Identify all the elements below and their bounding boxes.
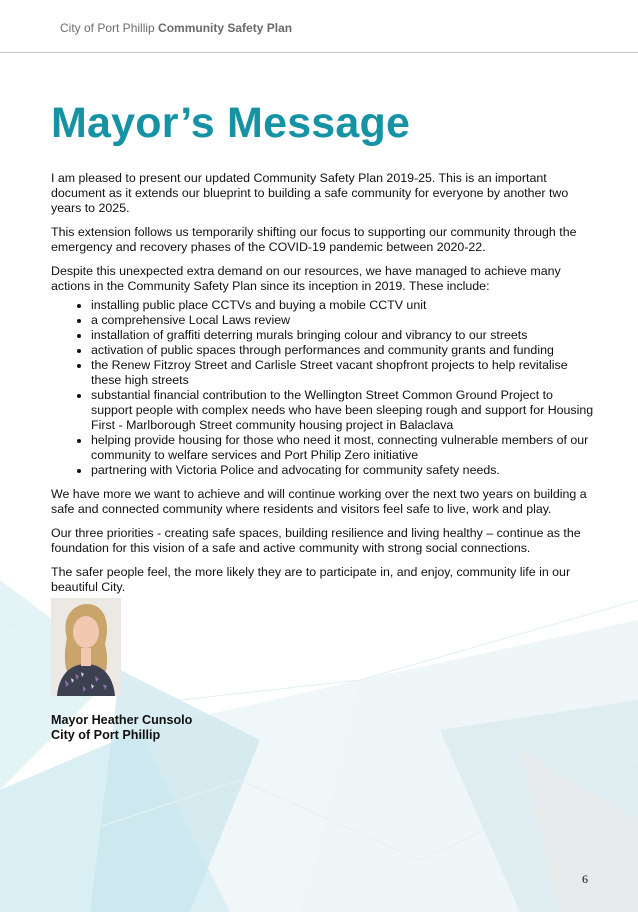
paragraph: Despite this unexpected extra demand on our resources, we have managed to achieve many actions in the Community Safety Plan since its inception in 2019. These include: xyxy=(51,264,561,293)
paragraph: We have more we want to achieve and will continue working over the next two years on building a safe and connected community where residents and visitors feel safe to live, work and play. xyxy=(51,487,587,516)
paragraph: I am pleased to present our updated Community Safety Plan 2019-25. This is an important document as it extends our blueprint to building a safe community for everyone by another two years to 2025. xyxy=(51,171,569,215)
header-title: Community Safety Plan xyxy=(158,21,293,35)
list-item: • a comprehensive Local Laws review xyxy=(91,313,596,328)
portrait-image xyxy=(51,598,121,696)
paragraph: The safer people feel, the more likely they are to participate in, and enjoy, community life in our beautiful City. xyxy=(51,565,571,594)
page-title: Mayor’s Message xyxy=(51,99,411,147)
organisation-name: City of Port Phillip xyxy=(51,728,161,742)
list-item: • substantial financial contribution to the Wellington Street Common Ground Project to support people with complex needs who have been sleeping rough and support for Housing First - Marlborough Street community housing project in Balaclava xyxy=(91,388,596,433)
list-item: • the Renew Fitzroy Street and Carlisle Street vacant shopfront projects to help revitalise these high streets xyxy=(91,358,596,388)
header-text xyxy=(60,21,292,35)
mayor-name: Mayor Heather Cunsolo xyxy=(51,713,193,727)
page-number: 6 xyxy=(582,872,588,886)
message-body xyxy=(51,171,596,595)
list-item: • partnering with Victoria Police and advocating for community safety needs. xyxy=(91,463,596,478)
list-item: • installation of graffiti deterring murals bringing colour and vibrancy to our streets xyxy=(91,328,596,343)
list-item: • installing public place CCTVs and buying a mobile CCTV unit xyxy=(91,298,596,313)
achievements-list xyxy=(51,298,596,478)
list-item: • helping provide housing for those who need it most, connecting vulnerable members of our community to welfare services and Port Philip Zero initiative xyxy=(91,433,596,463)
mayor-photo xyxy=(51,598,121,696)
header-prefix: City of Port Phillip xyxy=(60,21,155,35)
paragraph: This extension follows us temporarily shifting our focus to supporting our community through the emergency and recovery phases of the COVID-19 pandemic between 2020-22. xyxy=(51,225,577,254)
main-content xyxy=(51,98,596,604)
signature-block xyxy=(51,713,192,743)
page-header xyxy=(0,0,638,53)
list-item: • activation of public spaces through performances and community grants and funding xyxy=(91,343,596,358)
paragraph: Our three priorities - creating safe spaces, building resilience and living healthy – continue as the foundation for this vision of a safe and active community with strong social connections. xyxy=(51,526,581,555)
